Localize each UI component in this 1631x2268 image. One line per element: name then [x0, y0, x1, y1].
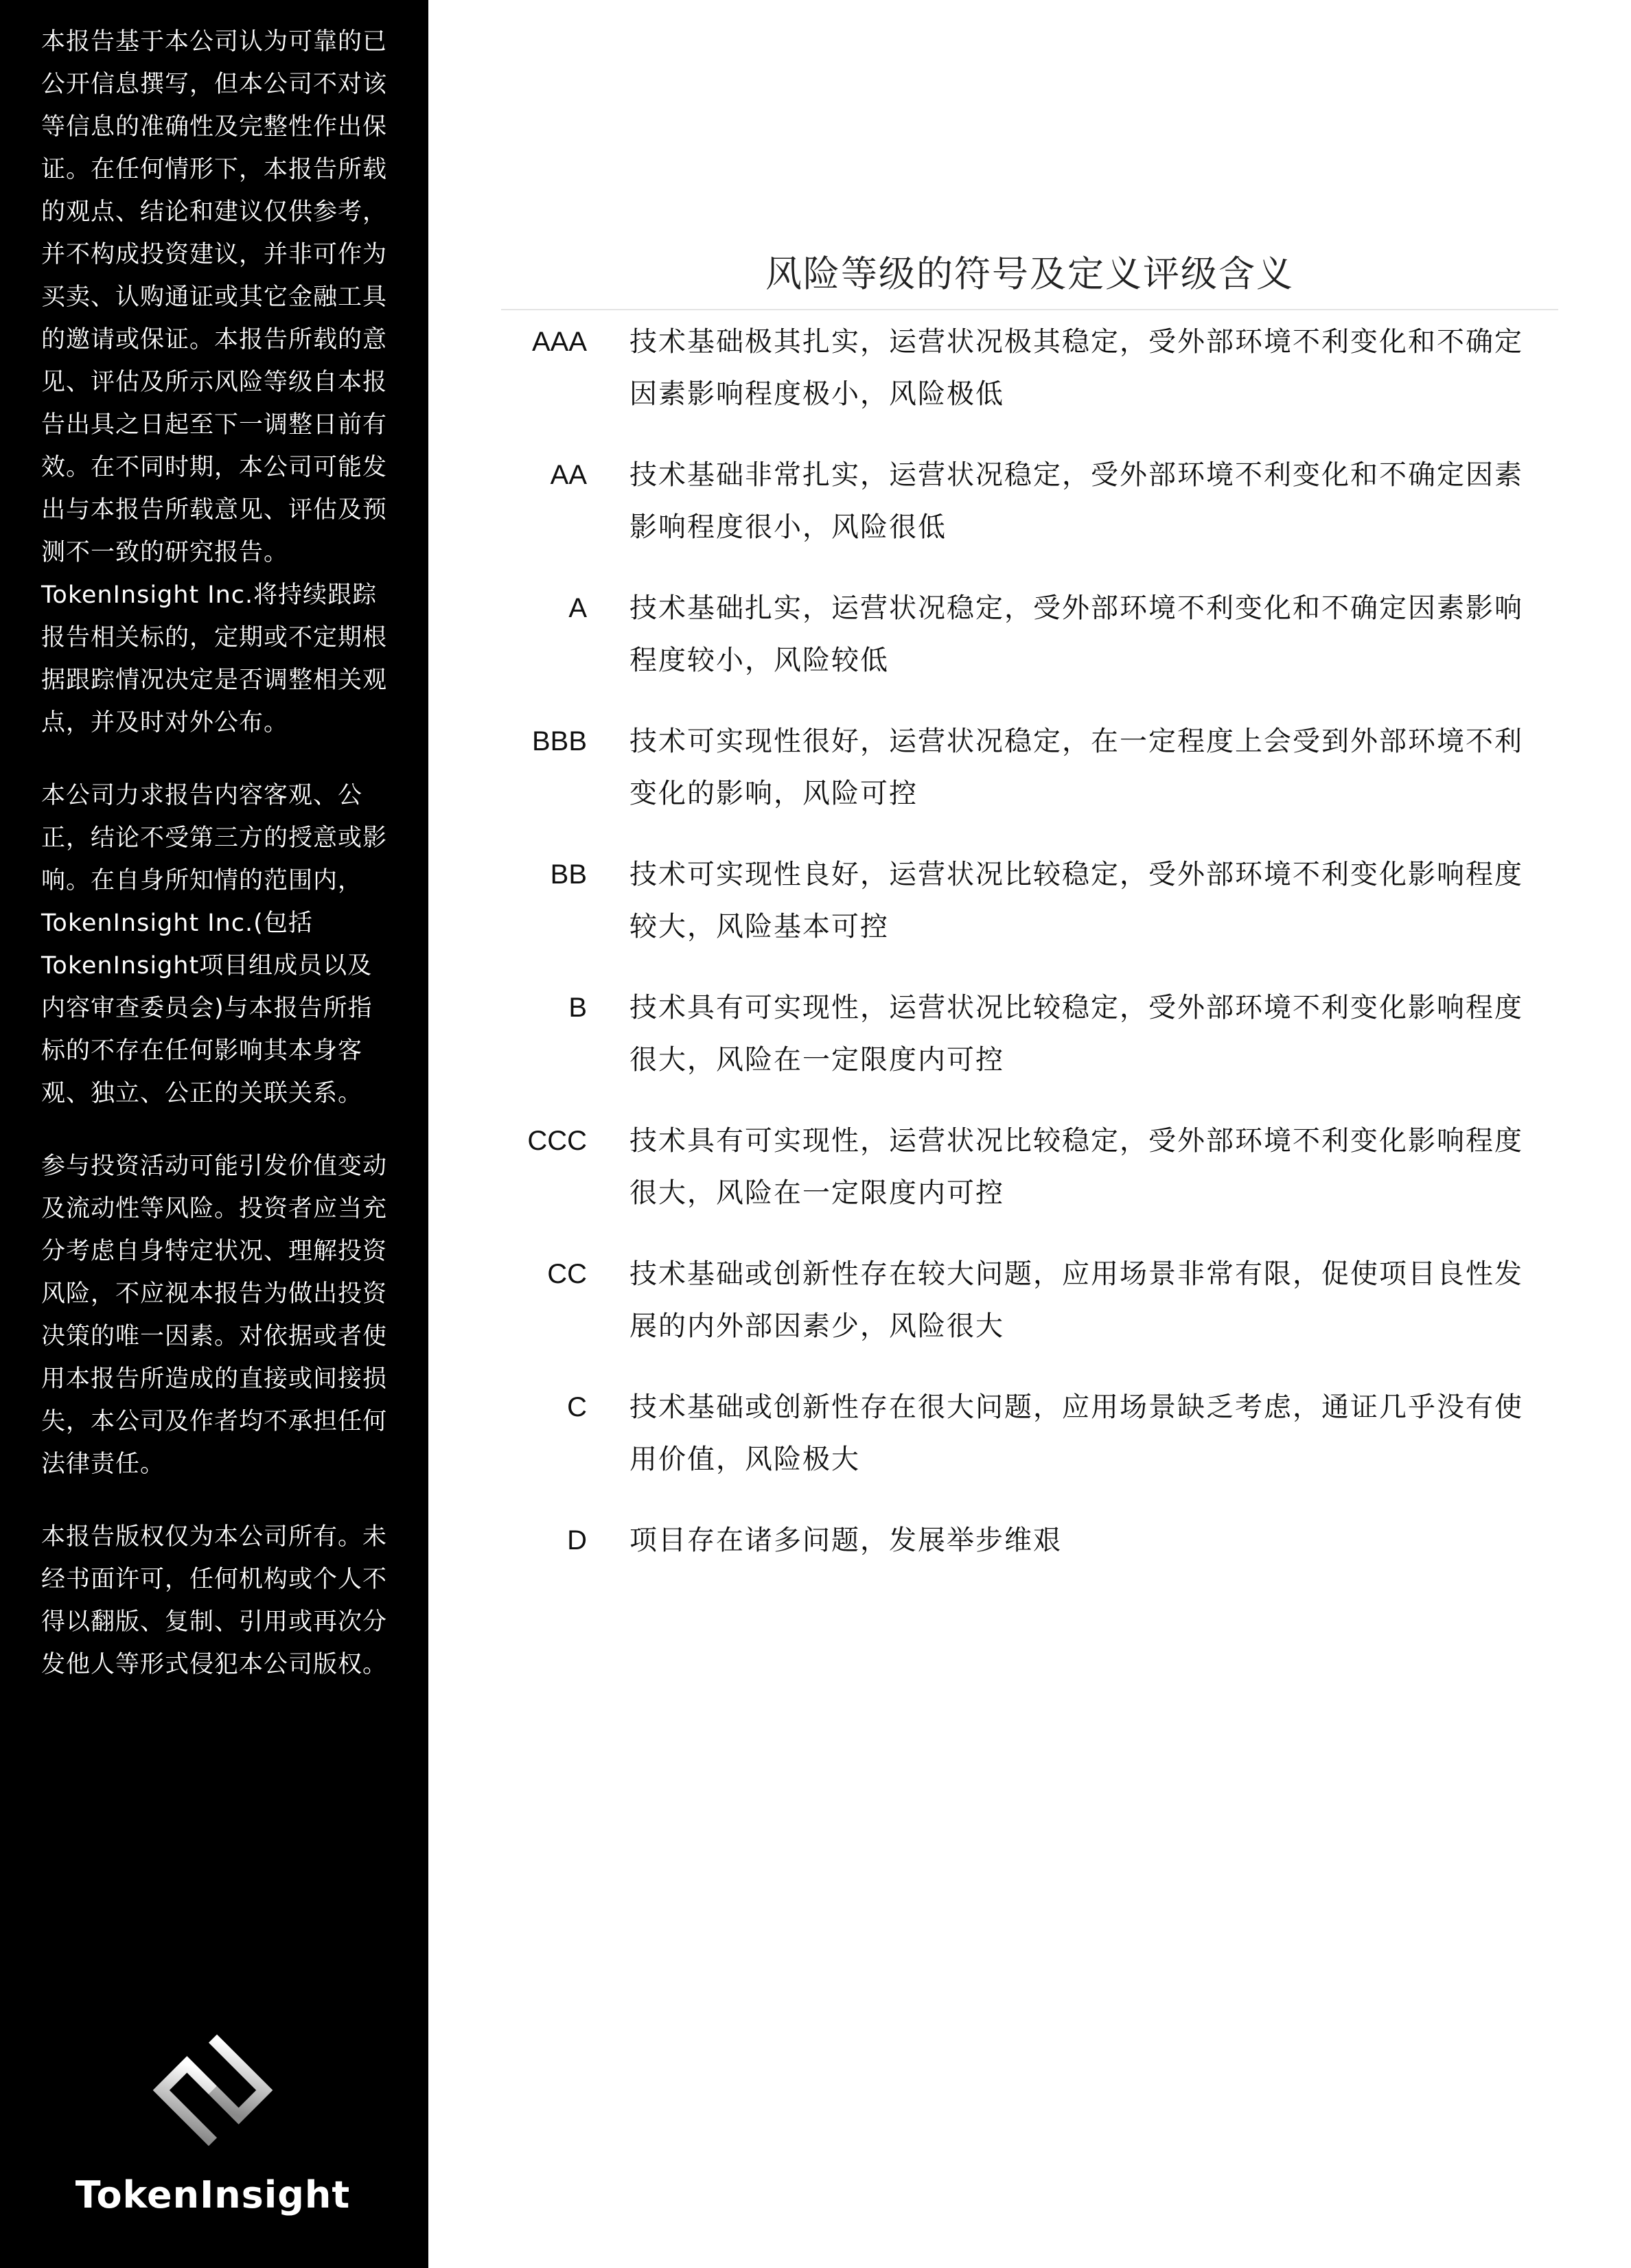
rating-definitions	[501, 247, 1558, 1595]
disclaimer-paragraph-2: 本公司力求报告内容客观、公正，结论不受第三方的授意或影响。在自身所知情的范围内，TokenInsight Inc.(包括TokenInsight项目组成员以及内容审查委员会)与本报告所指标的不存在任何影响其本身客观、独立、公正的关联关系。	[41, 782, 388, 1107]
rating-code: B	[568, 993, 587, 1023]
title-divider	[501, 309, 1558, 310]
rating-row-a	[501, 582, 1558, 686]
rating-code: BBB	[531, 726, 587, 756]
brand-name: TokenInsight	[75, 2173, 351, 2217]
tokeninsight-logo-icon	[148, 2025, 278, 2155]
rating-code: AAA	[531, 327, 587, 357]
rating-description: 技术具有可实现性，运营状况比较稳定，受外部环境不利变化影响程度很大，风险在一定限度内可控	[629, 1125, 1523, 1209]
brand-logo	[69, 2025, 357, 2217]
disclaimer-sidebar	[0, 0, 428, 2268]
rating-code: C	[567, 1392, 587, 1422]
rating-description: 项目存在诸多问题，发展举步维艰	[629, 1525, 1062, 1556]
disclaimer-paragraph-4: 本报告版权仅为本公司所有。未经书面许可，任何机构或个人不得以翻版、复制、引用或再次分发他人等形式侵犯本公司版权。	[41, 1523, 388, 1678]
rating-row-bb	[501, 848, 1558, 953]
rating-row-aaa	[501, 316, 1558, 420]
rating-row-aa	[501, 449, 1558, 553]
disclaimer-paragraph-1: 本报告基于本公司认为可靠的已公开信息撰写，但本公司不对该等信息的准确性及完整性作出保证。在任何情形下，本报告所载的观点、结论和建议仅供参考，并不构成投资建议，并非可作为买卖、认购通证或其它金融工具的邀请或保证。本报告所载的意见、评估及所示风险等级自本报告出具之日起至下一调整日前有效。在不同时期，本公司可能发出与本报告所载意见、评估及预测不一致的研究报告。TokenInsight Inc.将持续跟踪报告相关标的，定期或不定期根据跟踪情况决定是否调整相关观点，并及时对外公布。	[41, 28, 388, 737]
rating-code: CCC	[527, 1126, 587, 1156]
rating-code: AA	[550, 460, 587, 490]
disclaimer-text	[41, 21, 391, 1716]
rating-code: BB	[550, 859, 587, 890]
rating-row-ccc	[501, 1115, 1558, 1219]
rating-description: 技术可实现性很好，运营状况稳定，在一定程度上会受到外部环境不利变化的影响，风险可控	[629, 726, 1523, 809]
rating-row-c	[501, 1381, 1558, 1485]
rating-description: 技术可实现性良好，运营状况比较稳定，受外部环境不利变化影响程度较大，风险基本可控	[629, 859, 1523, 942]
rating-description: 技术基础非常扎实，运营状况稳定，受外部环境不利变化和不确定因素影响程度很小，风险很低	[629, 459, 1523, 543]
rating-code: CC	[547, 1259, 587, 1289]
rating-row-d	[501, 1514, 1558, 1566]
rating-row-bbb	[501, 715, 1558, 820]
disclaimer-paragraph-3: 参与投资活动可能引发价值变动及流动性等风险。投资者应当充分考虑自身特定状况、理解投资风险，不应视本报告为做出投资决策的唯一因素。对依据或者使用本报告所造成的直接或间接损失，本公司及作者均不承担任何法律责任。	[41, 1153, 388, 1478]
rating-code: D	[567, 1525, 587, 1555]
rating-row-b	[501, 982, 1558, 1086]
rating-row-cc	[501, 1248, 1558, 1352]
rating-description: 技术基础或创新性存在较大问题，应用场景非常有限，促使项目良性发展的内外部因素少，风险很大	[629, 1258, 1523, 1342]
page-title: 风险等级的符号及定义评级含义	[765, 253, 1294, 295]
rating-description: 技术基础或创新性存在很大问题，应用场景缺乏考虑，通证几乎没有使用价值，风险极大	[629, 1391, 1523, 1475]
rating-code: A	[568, 593, 587, 623]
rating-description: 技术基础极其扎实，运营状况极其稳定，受外部环境不利变化和不确定因素影响程度极小，风险极低	[629, 326, 1523, 410]
rating-description: 技术具有可实现性，运营状况比较稳定，受外部环境不利变化影响程度很大，风险在一定限度内可控	[629, 992, 1523, 1076]
rating-description: 技术基础扎实，运营状况稳定，受外部环境不利变化和不确定因素影响程度较小，风险较低	[629, 592, 1523, 676]
